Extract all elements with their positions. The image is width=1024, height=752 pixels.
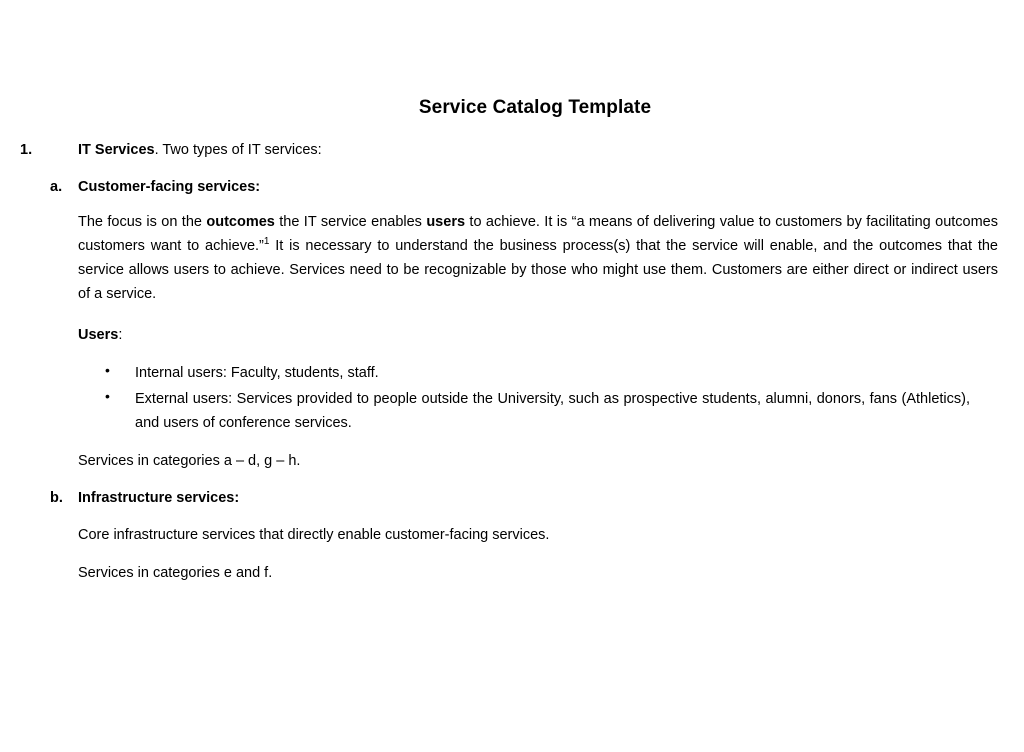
section-heading-suffix: . Two types of IT services: — [154, 142, 322, 158]
para-bold-outcomes: outcomes — [206, 214, 275, 230]
list-item: External users: Services provided to people outside the University, such as prospective students, alumni, donors, fans (Athletics), and users of conference services. — [135, 391, 970, 431]
users-label-bold: Users — [78, 327, 119, 343]
bullet-icon: • — [105, 362, 110, 378]
para-bold-users: users — [426, 214, 466, 230]
section-heading-bold: IT Services — [78, 142, 155, 158]
document-title: Service Catalog Template — [418, 97, 652, 118]
para-text-2: the IT service enables — [274, 214, 427, 230]
para-text-1: The focus is on the — [78, 214, 207, 230]
section-heading — [78, 142, 322, 158]
subsection-a-letter: a. — [50, 179, 63, 195]
customer-facing-paragraph — [78, 210, 998, 306]
footnote-marker[interactable]: 1 — [263, 236, 270, 247]
para-text-3: to achieve. It is “a means of delivering value to customers by facilitating outcomes customers want to achieve.” — [78, 214, 998, 254]
subsection-b-heading: Infrastructure services: — [78, 490, 240, 506]
bullet-icon: • — [105, 388, 110, 404]
subsection-b-categories: Services in categories e and f. — [78, 565, 273, 581]
subsection-a-categories: Services in categories a – d, g – h. — [78, 453, 301, 469]
section-number: 1. — [20, 142, 33, 158]
subsection-a-heading: Customer-facing services: — [78, 179, 261, 195]
users-label — [78, 327, 122, 343]
subsection-b-letter: b. — [50, 490, 63, 506]
para-text-4: It is necessary to understand the business process(s) that the service will enable, and the outcomes that the service allows users to achieve. Services need to be recognizable by those who might use them. Customers are either direct or indirect users of a service. — [78, 238, 998, 302]
infrastructure-description: Core infrastructure services that directly enable customer-facing services. — [78, 527, 550, 543]
users-label-colon: : — [118, 327, 123, 343]
list-item: Internal users: Faculty, students, staff. — [135, 365, 379, 381]
